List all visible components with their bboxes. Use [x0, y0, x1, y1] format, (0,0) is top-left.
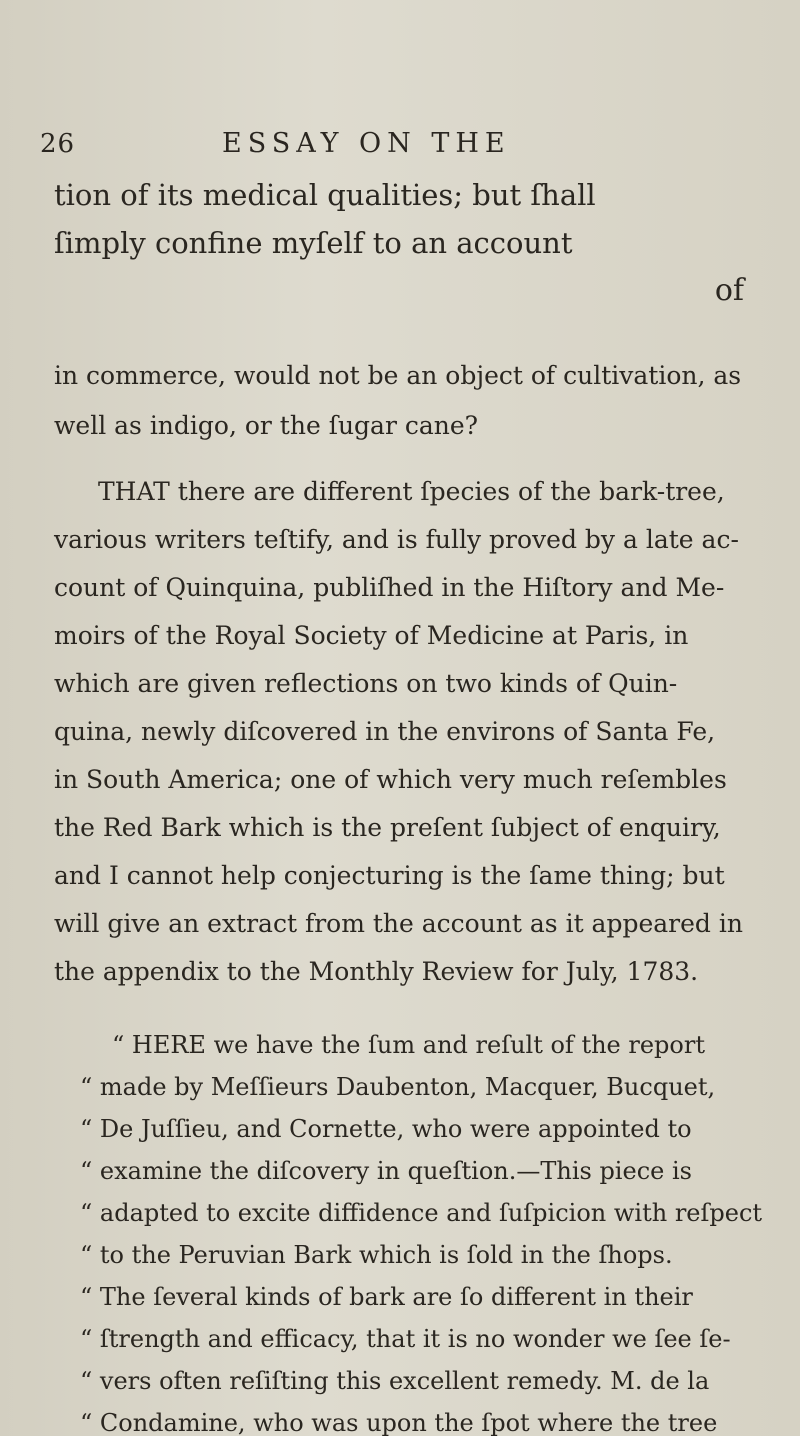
quote-line: “ Condamine, who was upon the ſpot where the tree — [80, 1409, 718, 1436]
text-line: moirs of the Royal Society of Medicine at Paris, in — [54, 621, 689, 650]
paragraph-start: THAT there are different ſpecies of the bark-tree, — [98, 477, 725, 506]
text-line: ſimply confine myſelf to an account — [54, 226, 573, 260]
quote-line: “ vers often reſiſting this excellent remedy. M. de la — [80, 1367, 710, 1395]
text-line: the appendix to the Monthly Review for July, 1783. — [54, 957, 699, 986]
quote-line: “ ſtrength and efficacy, that it is no wonder we ſee ſe- — [80, 1325, 731, 1353]
running-header — [0, 126, 800, 162]
quote-line: “ examine the diſcovery in queſtion.—This piece is — [80, 1157, 692, 1185]
quote-line: “ adapted to excite diffidence and ſuſpicion with reſpect — [80, 1199, 763, 1227]
text-line: tion of its medical qualities; but ſhall — [54, 178, 596, 212]
text-line: in South America; one of which very much reſembles — [54, 765, 727, 794]
catchword: of — [714, 273, 744, 308]
text-line: will give an extract from the account as it appeared in — [54, 909, 743, 938]
quote-line: “ to the Peruvian Bark which is ſold in the ſhops. — [80, 1241, 673, 1269]
quote-line: “ The ſeveral kinds of bark are ſo different in their — [80, 1283, 693, 1311]
text-line: well as indigo, or the ſugar cane? — [54, 411, 479, 440]
running-title: ESSAY ON THE — [222, 128, 511, 159]
quote-line: “ De Juſſieu, and Cornette, who were appointed to — [80, 1115, 692, 1143]
text-line: in commerce, would not be an object of cultivation, as — [54, 361, 742, 390]
page-number: 26 — [40, 129, 76, 159]
text-line: quina, newly diſcovered in the environs of Santa Fe, — [54, 717, 716, 746]
text-line: count of Quinquina, publiſhed in the Hiſtory and Me- — [54, 573, 725, 602]
text-line: various writers teſtify, and is fully proved by a late ac- — [54, 525, 739, 554]
text-line: the Red Bark which is the preſent ſubject of enquiry, — [54, 813, 721, 842]
quote-line: “ made by Meſſieurs Daubenton, Macquer, Bucquet, — [80, 1073, 716, 1101]
text-line: and I cannot help conjecturing is the ſame thing; but — [54, 861, 725, 890]
text-line: which are given reflections on two kinds of Quin- — [54, 669, 678, 698]
quote-line: “ HERE we have the ſum and reſult of the report — [112, 1031, 705, 1059]
